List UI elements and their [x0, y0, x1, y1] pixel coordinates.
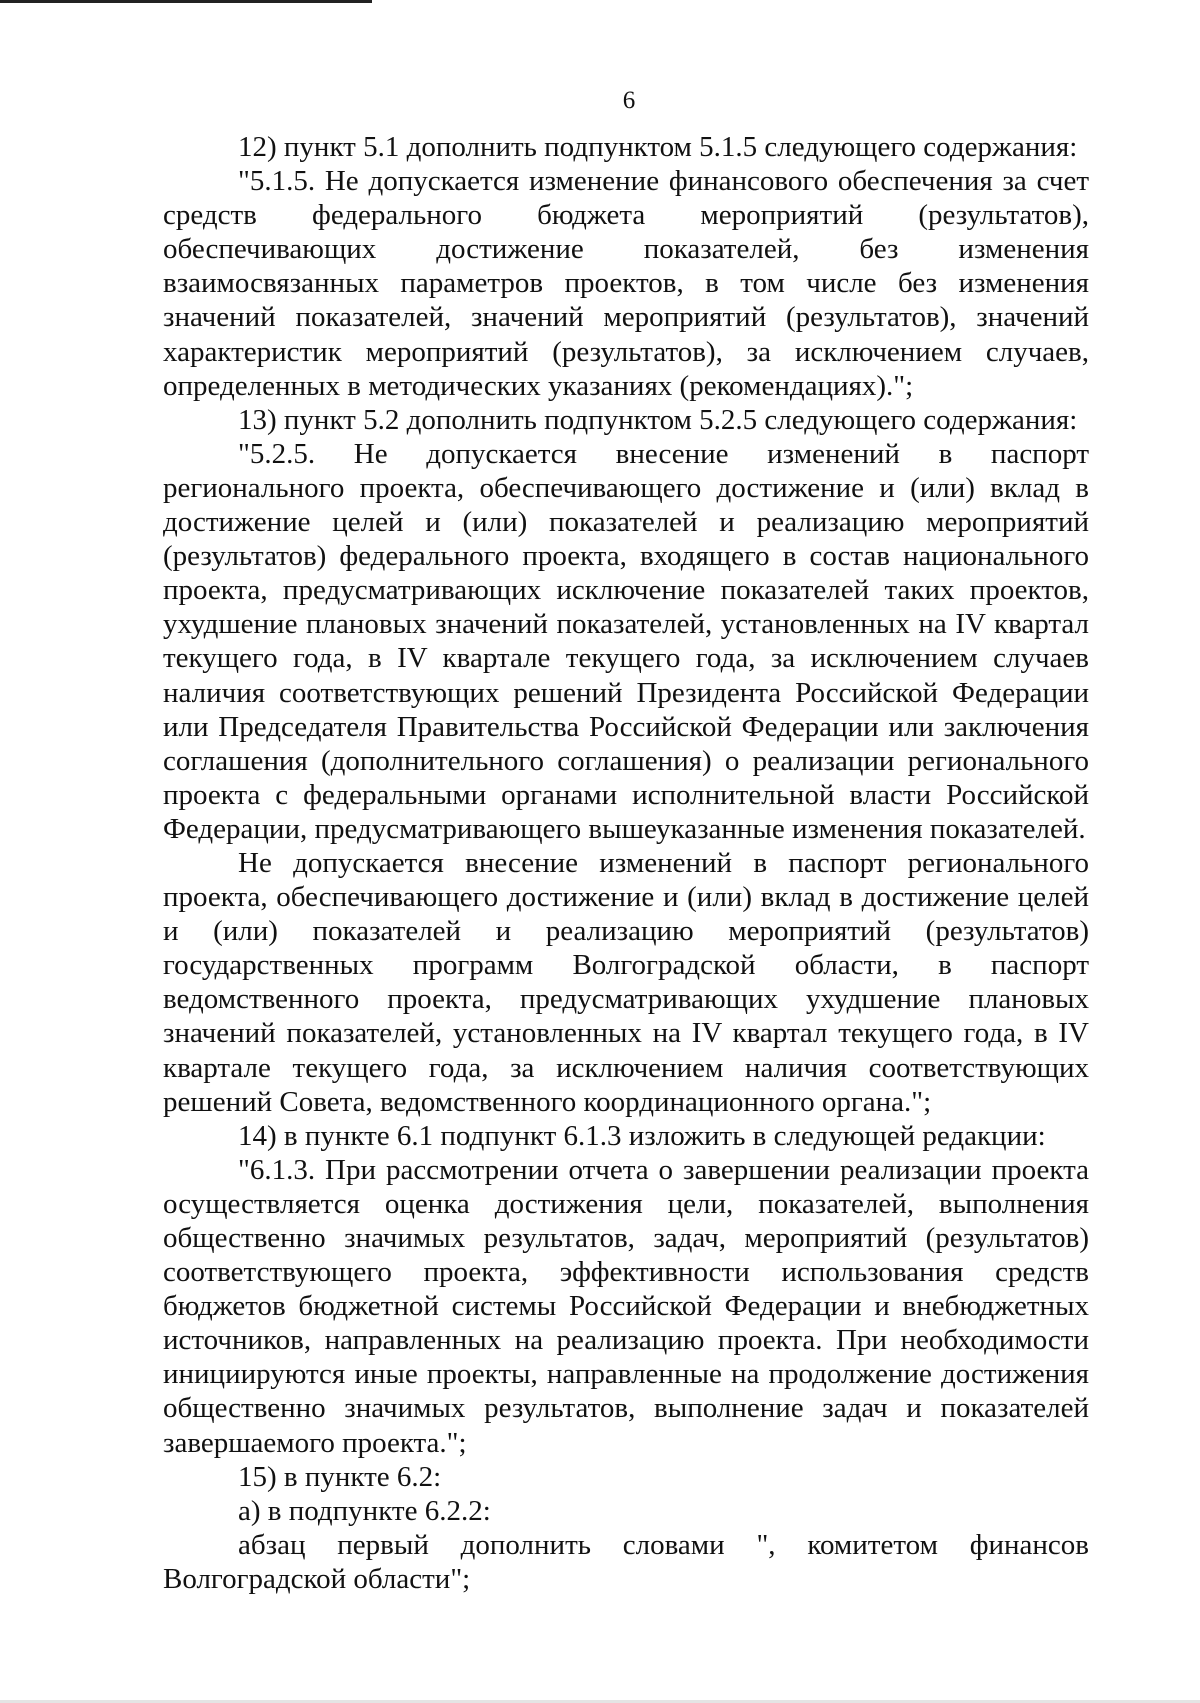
paragraph-subitem-5-2-5-second: Не допускается внесение изменений в паспорт регионального проекта, обеспечивающего достижение и (или) вклад в достижение целей и (или) показателей и реализацию мероприятий (результатов) государственных программ Волгоградской области, в паспорт ведомственного проекта, предусматривающих ухудшение плановых значений показателей, установленных на IV квартал текущего года, в IV квартале текущего года, за исключением наличия соответствующих решений Совета, ведомственного координационного органа.";	[163, 846, 1089, 1118]
paragraph-item-13: 13) пункт 5.2 дополнить подпунктом 5.2.5 следующего содержания:	[238, 403, 1078, 436]
paragraph-item-15-a-first: абзац первый дополнить словами ", комитетом финансов Волгоградской области";	[163, 1528, 1089, 1595]
paragraph-item-15-a: а) в подпункте 6.2.2:	[238, 1494, 491, 1527]
paragraph-item-15: 15) в пункте 6.2:	[238, 1460, 442, 1493]
page-number: 6	[622, 87, 636, 114]
paragraph-subitem-6-1-3: "6.1.3. При рассмотрении отчета о завершении реализации проекта осуществляется оценка достижения цели, показателей, выполнения общественно значимых результатов, задач, мероприятий (результатов) соответствующего проекта, эффективности использования средств бюджетов бюджетной системы Российской Федерации и внебюджетных источников, направленных на реализацию проекта. При необходимости инициируются иные проекты, направленные на продолжение достижения общественно значимых результатов, выполнение задач и показателей завершаемого проекта.";	[163, 1153, 1089, 1459]
scan-edge-top	[0, 0, 372, 3]
document-body	[163, 130, 1089, 1596]
paragraph-item-12: 12) пункт 5.1 дополнить подпунктом 5.1.5 следующего содержания:	[238, 131, 1078, 163]
paragraph-subitem-5-1-5: "5.1.5. Не допускается изменение финансового обеспечения за счет средств федерального бюджета мероприятий (результатов), обеспечивающих достижение показателей, без изменения взаимосвязанных параметров проектов, в том числе без изменения значений показателей, значений мероприятий (результатов), значений характеристик мероприятий (результатов), за исключением случаев, определенных в методических указаниях (рекомендациях).";	[163, 165, 1089, 402]
paragraph-item-14: 14) в пункте 6.1 подпункт 6.1.3 изложить в следующей редакции:	[238, 1119, 1046, 1152]
paragraph-subitem-5-2-5: "5.2.5. Не допускается внесение изменений в паспорт регионального проекта, обеспечивающего достижение и (или) вклад в достижение целей и (или) показателей и реализацию мероприятий (результатов) федерального проекта, входящего в состав национального проекта, предусматривающих исключение показателей таких проектов, ухудшение плановых значений показателей, установленных на IV квартал текущего года, в IV квартале текущего года, за исключением случаев наличия соответствующих решений Президента Российской Федерации или Председателя Правительства Российской Федерации или заключения соглашения (дополнительного соглашения) о реализации регионального проекта с федеральными органами исполнительной власти Российской Федерации, предусматривающего вышеуказанные изменения показателей.	[163, 437, 1089, 845]
